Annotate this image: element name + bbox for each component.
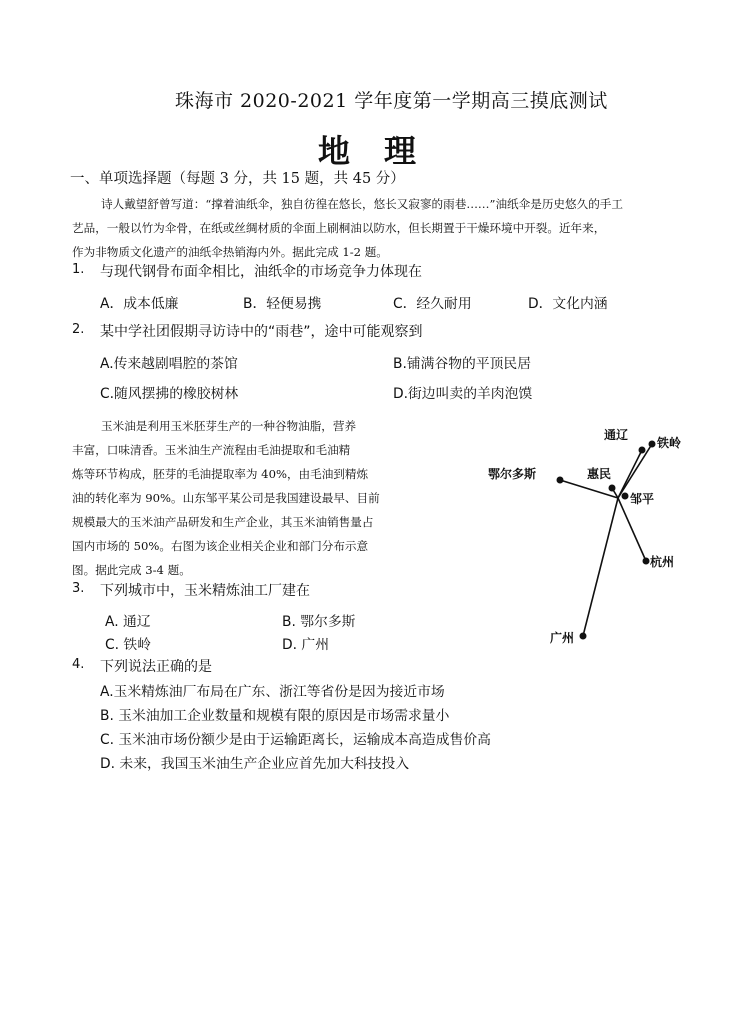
passage1-line: 艺品，一般以竹为伞骨，在纸或丝绸材质的伞面上刷桐油以防水，但长期置于干燥环境中开裂。近年来，	[72, 221, 606, 235]
q3-number: 3.	[72, 581, 85, 596]
q2-number: 2.	[72, 322, 85, 337]
map-label-hangzhou: 杭州	[650, 555, 675, 569]
q1-option-a: A．成本低廉	[100, 296, 179, 312]
tieling-point	[649, 441, 656, 448]
map-label-tongliao: 通辽	[604, 428, 629, 442]
q4-option-a: A.玉米精炼油厂布局在广东、浙江等省份是因为接近市场	[100, 684, 445, 700]
q3-option-c: C. 铁岭	[105, 637, 151, 653]
q4-number: 4.	[72, 657, 85, 672]
subject-title: 地理	[318, 132, 451, 170]
q1-stem: 与现代钢骨布面伞相比，油纸伞的市场竞争力体现在	[100, 264, 422, 280]
zouping-point	[622, 493, 629, 500]
map-label-erdos: 鄂尔多斯	[488, 467, 537, 481]
q3-option-d: D. 广州	[282, 637, 329, 653]
q2-option-a: A.传来越剧唱腔的茶馆	[100, 356, 238, 372]
passage2-line: 规模最大的玉米油产品研发和生产企业，其玉米油销售量占	[72, 515, 374, 529]
q3-option-a: A. 通辽	[105, 614, 151, 630]
q4-stem: 下列说法正确的是	[100, 659, 212, 675]
q1-number: 1.	[72, 262, 85, 277]
q3-option-b: B. 鄂尔多斯	[282, 614, 356, 630]
q1-option-b: B．轻便易携	[243, 296, 322, 312]
exam-title: 珠海市 2020-2021 学年度第一学期高三摸底测试	[175, 90, 608, 112]
hangzhou-point	[643, 558, 650, 565]
q3-stem: 下列城市中，玉米精炼油工厂建在	[100, 583, 310, 599]
q1-option-c: C．经久耐用	[393, 296, 472, 312]
q1-option-d: D．文化内涵	[528, 296, 608, 312]
q2-option-b: B.铺满谷物的平顶民居	[393, 356, 532, 372]
passage2-line: 丰富，口味清香。玉米油生产流程由毛油提取和毛油精	[72, 443, 351, 457]
tongliao-point	[639, 447, 646, 454]
map-label-tieling: 铁岭	[657, 436, 682, 450]
q4-option-b: B. 玉米油加工企业数量和规模有限的原因是市场需求量小	[100, 708, 450, 724]
section-heading: 一、单项选择题（每题 3 分，共 15 题，共 45 分）	[70, 171, 405, 187]
passage2-line: 炼等环节构成，胚芽的毛油提取率为 40%，由毛油到精炼	[72, 467, 369, 481]
map-label-zouping: 邹平	[630, 492, 655, 506]
q4-option-c: C. 玉米油市场份额少是由于运输距离长，运输成本高造成售价高	[100, 732, 491, 748]
map-label-huimin: 惠民	[587, 467, 612, 481]
passage2-line: 国内市场的 50%。右图为该企业相关企业和部门分布示意	[72, 539, 369, 553]
q2-option-c: C.随风摆拂的橡胶树林	[100, 386, 239, 402]
passage1-line: 诗人戴望舒曾写道：“撑着油纸伞，独自彷徨在悠长，悠长又寂寥的雨巷……”油纸伞是历史悠久的手工	[101, 197, 623, 211]
q2-option-d: D.街边叫卖的羊肉泡馍	[393, 386, 533, 402]
map-label-guangzhou: 广州	[550, 631, 575, 645]
q2-stem: 某中学社团假期寻访诗中的“雨巷”，途中可能观察到	[100, 324, 423, 340]
route-hangzhou	[618, 498, 646, 561]
passage2-line: 油的转化率为 90%。山东邹平某公司是我国建设最早、目前	[72, 491, 380, 505]
erdos-point	[557, 477, 564, 484]
route-tieling	[618, 444, 652, 498]
passage2-line: 图。据此完成 3-4 题。	[72, 563, 191, 577]
distribution-map	[470, 420, 710, 660]
passage1-line: 作为非物质文化遗产的油纸伞热销海内外。据此完成 1-2 题。	[72, 245, 388, 259]
guangzhou-point	[580, 633, 587, 640]
passage2-line: 玉米油是利用玉米胚芽生产的一种谷物油脂，营养	[101, 419, 357, 433]
route-guangzhou	[583, 498, 618, 636]
huimin-point	[609, 485, 616, 492]
q4-option-d: D. 未来，我国玉米油生产企业应首先加大科技投入	[100, 756, 410, 772]
